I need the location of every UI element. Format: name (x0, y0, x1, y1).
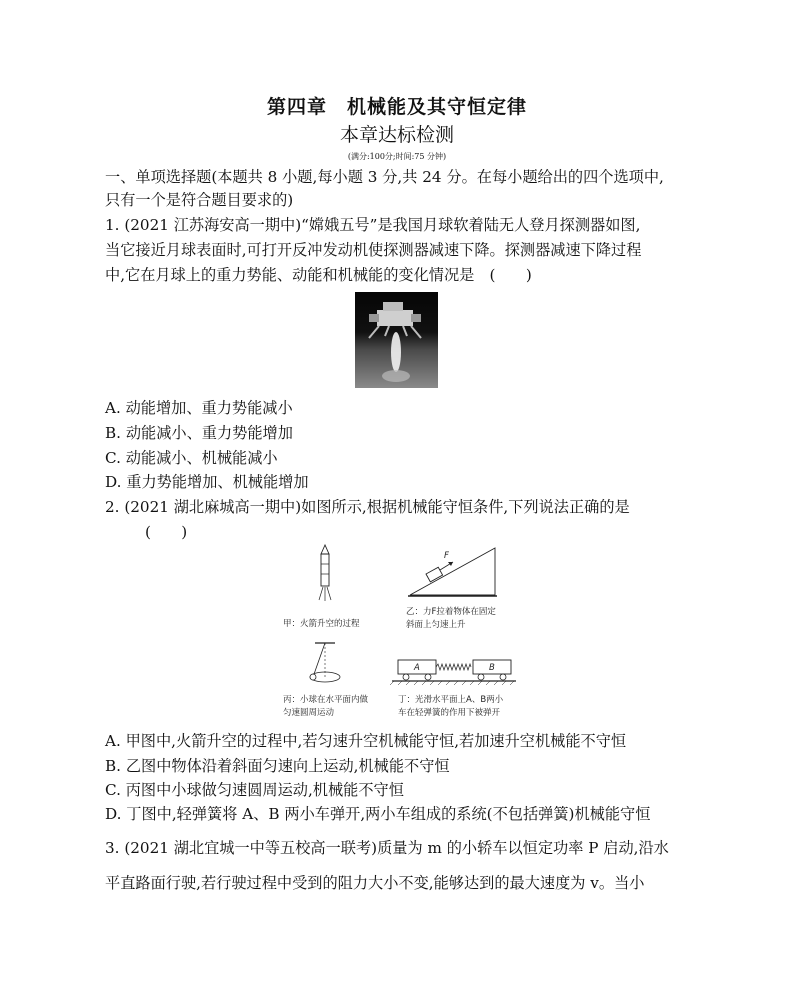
q1-line2: 当它接近月球表面时,可打开反冲发动机使探测器减速下降。探测器减速下降过程 (105, 241, 642, 259)
chapter-title: 第四章 机械能及其守恒定律 (266, 96, 527, 118)
q1-option-a: A. 动能增加、重力势能减小 (105, 399, 293, 417)
lunar-probe-photo (355, 292, 438, 388)
q2-option-a: A. 甲图中,火箭升空的过程中,若匀速升空机械能守恒,若加速升空机械能不守恒 (105, 732, 627, 750)
lander-icon (355, 292, 438, 388)
q1-line3: 中,它在月球上的重力势能、动能和机械能的变化情况是 ( ) (105, 266, 532, 284)
incline-icon (408, 548, 497, 596)
q1-option-c: C. 动能减小、机械能减小 (105, 449, 278, 467)
score-time-note: (满分:100分;时间:75 分钟) (347, 152, 447, 161)
caption-ding-2: 车在轻弹簧的作用下被弹开 (398, 708, 501, 718)
q2-option-d: D. 丁图中,轻弹簧将 A、B 两小车弹开,两小车组成的系统(不包括弹簧)机械能守恒 (105, 805, 651, 823)
carts-spring-icon (390, 660, 516, 685)
pendulum-icon (310, 643, 340, 682)
section1-heading-line1: 一、单项选择题(本题共 8 小题,每小题 3 分,共 24 分。在每小题给出的四个选项中, (105, 168, 664, 186)
q3-line2: 平直路面行驶,若行驶过程中受到的阻力大小不变,能够达到的最大速度为 v。当小 (105, 874, 645, 892)
caption-jia: 甲：火箭升空的过程 (283, 619, 360, 629)
q1-line1: 1. (2021 江苏海安高一期中)“嫦娥五号”是我国月球软着陆无人登月探测器如图, (105, 216, 641, 234)
caption-yi-2: 斜面上匀速上升 (406, 620, 466, 630)
caption-yi-1: 乙：力F拉着物体在固定 (406, 607, 496, 617)
q2-option-c: C. 丙图中小球做匀速圆周运动,机械能不守恒 (105, 781, 404, 799)
section-subtitle: 本章达标检测 (339, 124, 454, 146)
caption-ding-1: 丁：光滑水平面上A、B两小 (398, 695, 504, 705)
mechanics-figure (280, 540, 520, 725)
caption-bing-2: 匀速圆周运动 (283, 708, 335, 718)
q2-line2: ( ) (145, 523, 188, 541)
q2-line1: 2. (2021 湖北麻城高一期中)如图所示,根据机械能守恒条件,下列说法正确的是 (105, 498, 630, 516)
label-a: A (414, 663, 420, 673)
label-f: F (444, 551, 449, 561)
q1-option-d: D. 重力势能增加、机械能增加 (105, 473, 309, 491)
label-b: B (489, 663, 495, 673)
rocket-icon (319, 545, 331, 601)
caption-bing-1: 丙：小球在水平面内做 (283, 695, 369, 705)
q1-option-b: B. 动能减小、重力势能增加 (105, 424, 293, 442)
section1-heading-line2: 只有一个是符合题目要求的) (105, 191, 294, 209)
q2-option-b: B. 乙图中物体沿着斜面匀速向上运动,机械能不守恒 (105, 757, 450, 775)
q3-line1: 3. (2021 湖北宜城一中等五校高一联考)质量为 m 的小轿车以恒定功率 P 启动,沿水 (105, 839, 669, 857)
